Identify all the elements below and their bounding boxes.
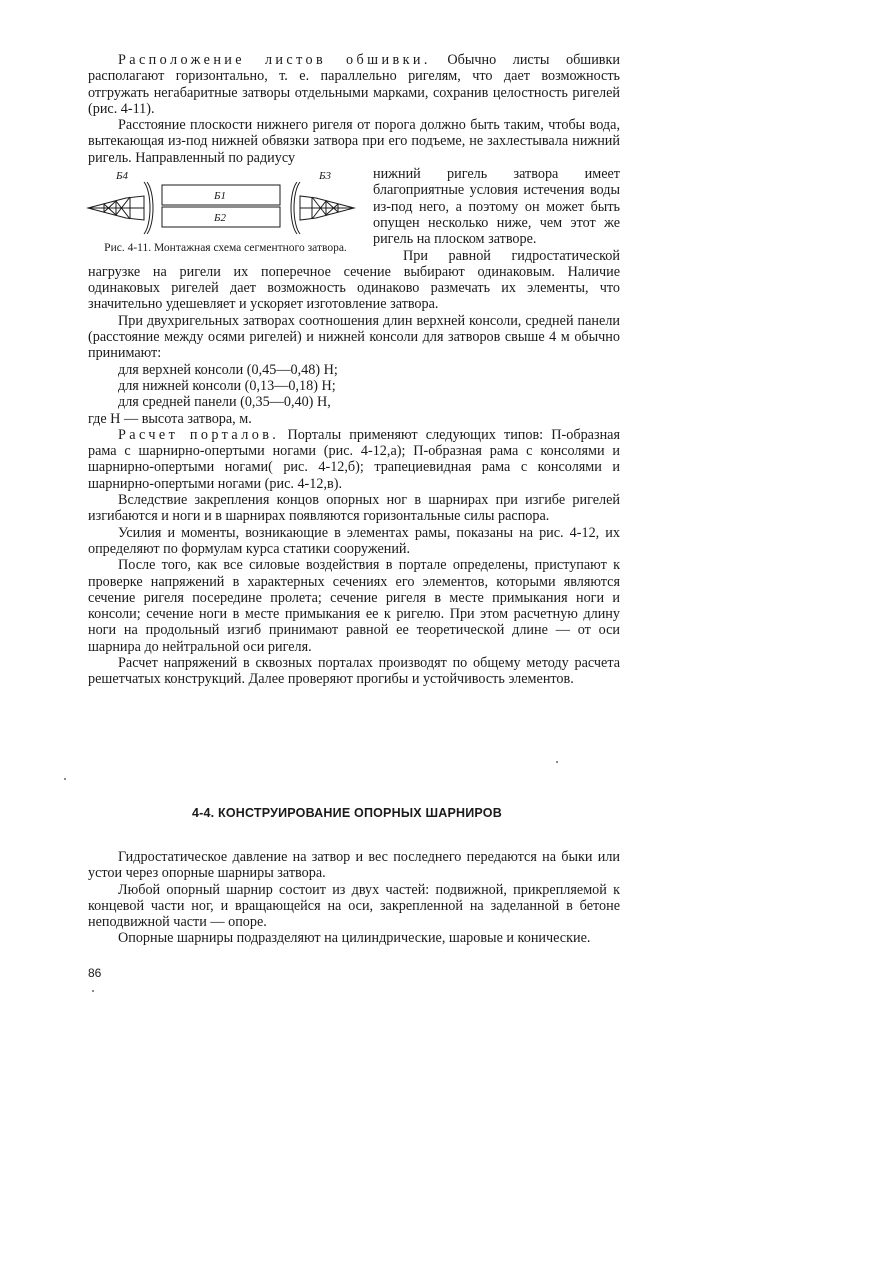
paragraph-forces: Усилия и моменты, возникающие в элементах рамы, показаны на рис. 4-12, их определяют по формулам курса статики сооружений. bbox=[88, 524, 620, 557]
segment-gate-assembly-diagram bbox=[86, 170, 356, 238]
label-b3: Б3 bbox=[319, 170, 331, 183]
scan-speck bbox=[556, 761, 558, 763]
paragraph-hinge-parts: Любой опорный шарнир состоит из двух частей: подвижной, прикрепляемой к концевой части ног, и вращающейся на оси, закрепленной на заделанной в бетоне неподвижной части — опоре. bbox=[88, 881, 620, 931]
paragraph-hinge-types: Опорные шарниры подразделяют на цилиндрические, шаровые и конические. bbox=[118, 930, 591, 947]
main-text-column bbox=[88, 52, 620, 688]
run-in-heading-portals: Расчет порталов. bbox=[118, 426, 280, 443]
scan-speck bbox=[92, 990, 94, 992]
formula-upper-console: для верхней консоли (0,45—0,48) H; bbox=[118, 361, 338, 378]
page-number: 86 bbox=[88, 966, 102, 980]
label-b4: Б4 bbox=[116, 170, 128, 183]
label-b1: Б1 bbox=[214, 190, 226, 203]
figure-caption: Рис. 4-11. Монтажная схема сегментного затвора. bbox=[104, 242, 347, 255]
formula-definition: где H — высота затвора, м. bbox=[88, 410, 252, 427]
paragraph-stress-check: После того, как все силовые воздействия в портале определены, приступают к проверке напряжений в характерных сечениях его элементов, которыми являются сечение ригеля посередине пролета; сечение ригеля в месте примыкания ноги и консоли; сечение ноги в месте примыкания ее к ригелю. При этом расчетную длину ноги на продольный изгиб принимают равной ее теоретической длине — от оси шарнира до нейтральной оси ригеля. bbox=[88, 557, 620, 655]
section-heading: 4-4. КОНСТРУИРОВАНИЕ ОПОРНЫХ ШАРНИРОВ bbox=[192, 806, 502, 820]
figure-4-11 bbox=[86, 170, 361, 255]
paragraph-equal-riegels: При равной гидростатической нагрузке на ригели их поперечное сечение выбирают одинаковым. Наличие одинаковых ригелей дает возможность одинаково размечать их элементы, что значительно удешевляет и ускоряет изготовление затвора. bbox=[88, 247, 620, 313]
paragraph-pressure-transfer: Гидростатическое давление на затвор и вес последнего передаются на быки или устои через опорные шарниры затвора. bbox=[88, 849, 620, 882]
paragraph-lattice-portals: Расчет напряжений в сквозных порталах производят по общему методу расчета решетчатых конструкций. Далее проверяют прогибы и устойчивость элементов. bbox=[88, 654, 620, 688]
paragraph-sheathing: Расположение листов обшивки. Обычно листы обшивки располагают горизонтально, т. е. параллельно ригелям, что дает возможность отгружать негабаритные затворы отдельными марками, сохранив целостность ригелей (рис. 4-11). bbox=[88, 52, 620, 117]
label-b2: Б2 bbox=[214, 212, 226, 225]
paragraph-riegel-distance: Расстояние плоскости нижнего ригеля от порога должно быть таким, чтобы вода, вытекающая из-под нижней обвязки затвора при его подъеме, не захлестывала нижний ригель. Направленный по радиусу bbox=[88, 117, 620, 166]
formula-middle-panel: для средней панели (0,35—0,40) H, bbox=[118, 394, 331, 411]
paragraph-two-riegel-ratios: При двухригельных затворах соотношения длин верхней консоли, средней панели (расстояние между осями ригелей) и нижней консоли для затворов свыше 4 м обычно принимают: bbox=[88, 312, 620, 362]
section-text-column bbox=[88, 849, 620, 947]
paragraph-riegel-wrap: нижний ригель затвора имеет благоприятные условия истечения воды из-под него, а поэтому он может быть опущен несколько ниже, чем этот же ригель на плоском затворе. bbox=[373, 166, 620, 248]
paragraph-portals: Расчет порталов. Порталы применяют следующих типов: П-образная рама с шарнирно-опертыми ногами (рис. 4-12,а); П-образная рама с консолями и шарнирно-опертыми ногами( рис. 4-12,б); трапециевидная рама с консолями и шарнирно-опертыми ногами (рис. 4-12,в). bbox=[88, 426, 620, 492]
formula-lower-console: для нижней консоли (0,13—0,18) H; bbox=[118, 377, 336, 394]
paragraph-hinges-thrust: Вследствие закрепления концов опорных ног в шарнирах при изгибе ригелей изгибаются и ноги и в шарнирах появляются горизонтальные силы распора. bbox=[88, 492, 620, 525]
run-in-heading-sheathing: Расположение листов обшивки. bbox=[118, 52, 431, 68]
scan-speck bbox=[64, 778, 66, 780]
